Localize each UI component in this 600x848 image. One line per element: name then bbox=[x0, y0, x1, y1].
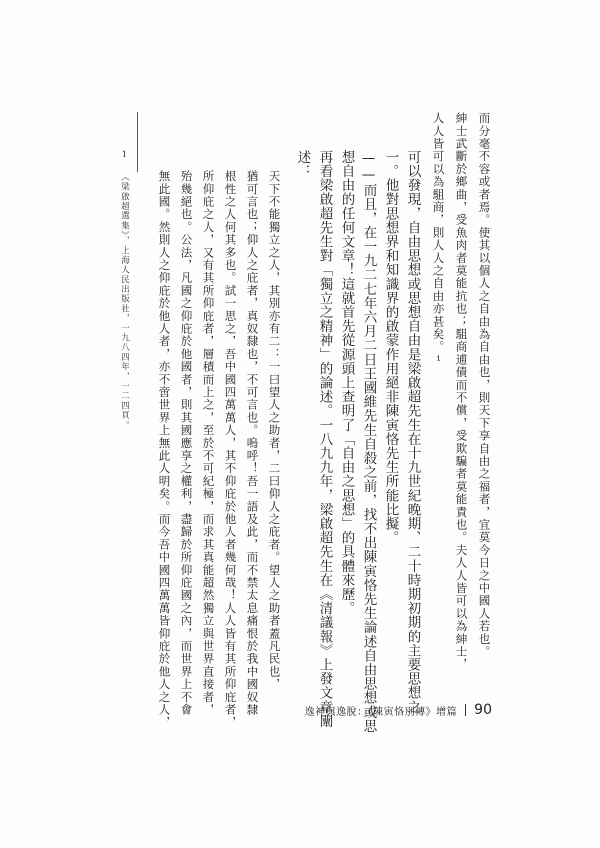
quote-column: 紳士武斷於鄉曲，受魚肉者莫能抗也；駔商逋債而不償，受欺騙者莫能責也。夫人人皆可以為紳士， bbox=[454, 112, 469, 671]
body-column: 再看梁啟超先生對「獨立之精神」的論述。一八九九年，梁啟超先生在《清議報》上發文章闡 bbox=[316, 150, 333, 729]
quote-column: 猶可言也；仰人之庇者，真奴隸也，不可言也。嗚呼！吾一語及此，而不禁太息痛恨於我中國奴隸 bbox=[245, 170, 260, 717]
quote-column: 而分毫不容或者焉。使其以個人之自由為自由也，則天下享自由之福者，宜莫今日之中國人若也。 bbox=[477, 112, 492, 659]
running-head-divider bbox=[465, 704, 466, 716]
body-column: 想自由的任何文章！這就首先從源頭上查明了「自由之思想」的具體來歷。 bbox=[338, 150, 355, 616]
quote-column: 無此國。然則人之仰庇於他人者，亦不啻世界上無此人明矣。而今吾中國四萬萬皆仰庇於他人之人， bbox=[157, 170, 172, 729]
running-head-title: 逸神與逸脫：《陳寅恪別傳》增篇 bbox=[304, 706, 458, 718]
quote-column: 根性之人何其多也。試一思之，吾中國四萬萬人，其不仰庇於他人者幾何哉！人人皆有其所仰庇者， bbox=[223, 170, 238, 729]
running-head bbox=[305, 701, 492, 719]
footnote-rule bbox=[137, 112, 138, 172]
page-number: 90 bbox=[474, 702, 492, 718]
quote-column: 人人皆可以為駔商，則人人之自由亦甚矣。¹ bbox=[431, 112, 446, 369]
footnote: 1 《梁啟超選集》，上海人民出版社，一九八四年，一二四頁。 bbox=[119, 150, 130, 431]
body-column: ——而且，在一九二七年六月二日王國維先生自殺之前，找不出陳寅恪先生論述自由思想或思 bbox=[360, 150, 377, 734]
body-column: 可以發現，自由思想或思想自由是梁啟超先生在十九世紀晚期、二十時期初期的主要思想之 bbox=[404, 150, 421, 714]
quote-column: 所仰庇之人，又有其所仰庇者，層積而上之，至於不可紀極，而求其真能超然獨立與世界直接者， bbox=[201, 170, 216, 717]
quote-column: 殆幾絕也。公法，凡國之仰庇於他國者，則其國應享之權利，盡歸於所仰庇國之內，而世界上不會 bbox=[179, 170, 194, 717]
quote-column: 天下不能獨立之人，其別亦有二：一曰望人之助者，二曰仰人之庇者。望人之助者蓋凡民也， bbox=[267, 170, 282, 691]
body-column: 一。他對思想界和知識界的啟蒙作用絕非陳寅恪先生所能比擬。 bbox=[382, 150, 399, 545]
body-column: 述： bbox=[294, 150, 311, 179]
